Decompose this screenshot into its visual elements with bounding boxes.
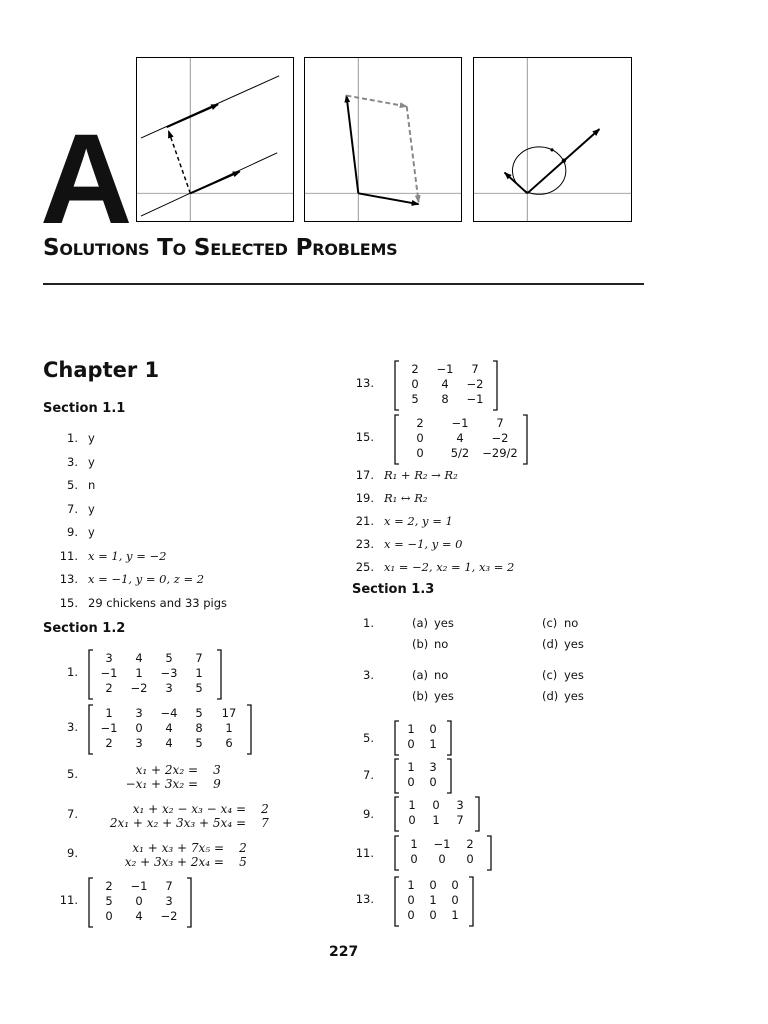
matrix-entry: 1 — [429, 737, 437, 751]
equation-rhs: 7 — [261, 816, 269, 830]
part-label: (c) — [542, 616, 558, 630]
matrix-entry: 3 — [105, 651, 113, 665]
matrix-entry: 1 — [410, 837, 418, 851]
part-answer: no — [434, 637, 449, 651]
bracket — [395, 877, 399, 926]
matrix-entry: 0 — [429, 878, 437, 892]
bracket — [493, 361, 497, 410]
matrix-entry: 2 — [466, 837, 474, 851]
problem-number: 1. — [67, 665, 78, 679]
answer-text: y — [88, 431, 95, 445]
matrix-entry: 3 — [165, 681, 173, 695]
part-answer: yes — [434, 616, 454, 630]
bracket — [523, 415, 527, 464]
equation-lhs: 2x₁ + x₂ + 3x₃ + 5x₄ = — [109, 816, 246, 830]
answer-text: y — [88, 525, 95, 539]
bracket — [247, 705, 251, 754]
matrix-entry: 8 — [195, 721, 203, 735]
answer-text: x = 2, y = 1 — [384, 514, 453, 528]
matrix — [394, 360, 498, 411]
equation-rhs: 2 — [239, 841, 247, 855]
bracket — [187, 878, 191, 927]
bracket — [395, 797, 399, 831]
equation-lhs: x₁ + x₂ − x₃ − x₄ = — [132, 802, 246, 816]
page-number: 227 — [329, 944, 359, 960]
matrix-entry: 1 — [407, 722, 415, 736]
appendix-title: Solutions To Selected Problems — [43, 235, 398, 261]
bracket — [447, 721, 451, 755]
matrix-entry: 7 — [496, 416, 504, 430]
matrix-entry: 2 — [105, 681, 113, 695]
section-1-2-left-answers — [50, 645, 330, 935]
parallelogram-diagram — [305, 58, 461, 221]
circle-vectors-diagram — [474, 58, 631, 221]
problem-number: 1. — [67, 431, 78, 445]
matrix-entry: −3 — [160, 666, 178, 680]
bracket — [89, 878, 93, 927]
part-label: (b) — [412, 689, 429, 703]
part-answer: no — [434, 668, 449, 682]
matrix-entry: −4 — [160, 706, 178, 720]
matrix-entry: −1 — [436, 362, 454, 376]
equation-lhs: −x₁ + 3x₂ = — [125, 777, 198, 791]
matrix-entry: 3 — [165, 894, 173, 908]
matrix-entry: −2 — [466, 377, 484, 391]
problem-number: 9. — [67, 525, 78, 539]
matrix — [394, 876, 474, 927]
matrix-entry: 0 — [429, 722, 437, 736]
matrix-entry: 0 — [416, 446, 424, 460]
equation-lhs: x₁ + x₃ + 7x₅ = — [132, 841, 224, 855]
section-1-2-right-answers — [356, 358, 656, 578]
vector-figure-parallelogram — [304, 57, 462, 222]
problem-number: 15. — [355, 430, 374, 444]
bracket — [89, 650, 93, 699]
problem-number: 9. — [67, 846, 78, 860]
section-1-3-answers — [356, 612, 656, 932]
equation-rhs: 3 — [213, 763, 221, 777]
matrix-entry: 1 — [407, 760, 415, 774]
matrix-entry: −2 — [491, 431, 509, 445]
answer-text: 29 chickens and 33 pigs — [88, 595, 228, 610]
problem-number: 21. — [355, 514, 374, 528]
bracket — [217, 650, 221, 699]
bracket — [395, 836, 399, 870]
matrix-entry: 8 — [441, 392, 449, 406]
matrix-entry: 1 — [195, 666, 203, 680]
problem-number: 13. — [355, 376, 374, 390]
answer-text: R₁ ↔ R₂ — [384, 491, 428, 505]
part-label: (a) — [412, 616, 429, 630]
problem-number: 7. — [67, 807, 78, 821]
matrix-entry: 0 — [407, 893, 415, 907]
bracket — [469, 877, 473, 926]
answer-text: y — [88, 501, 95, 516]
matrix-entry: −1 — [466, 392, 484, 406]
matrix-entry: 0 — [451, 893, 459, 907]
problem-number: 5. — [363, 731, 374, 745]
parallel-lines-diagram — [137, 58, 293, 221]
matrix-entry: 7 — [471, 362, 479, 376]
matrix-entry: 4 — [135, 651, 143, 665]
matrix-entry: 5/2 — [450, 446, 470, 460]
matrix-entry: 0 — [416, 431, 424, 445]
matrix-entry: 7 — [165, 879, 173, 893]
matrix-entry: 3 — [135, 706, 143, 720]
appendix-letter: A — [40, 108, 131, 251]
answer-text: x = −1, y = 0 — [384, 537, 463, 551]
section-1-3-heading: Section 1.3 — [352, 582, 435, 597]
matrix-entry: 5 — [165, 651, 173, 665]
matrix-entry: 1 — [225, 721, 233, 735]
problem-number: 13. — [355, 892, 374, 906]
matrix-entry: 7 — [195, 651, 203, 665]
equation-rhs: 5 — [239, 855, 247, 869]
matrix — [88, 649, 222, 700]
matrix-entry: 1 — [407, 878, 415, 892]
matrix-entry: 4 — [165, 736, 173, 750]
matrix-entry: 0 — [411, 377, 419, 391]
matrix — [394, 414, 528, 465]
problem-number: 3. — [67, 720, 78, 734]
bracket — [395, 721, 399, 755]
problem-number: 5. — [67, 767, 78, 781]
matrix-entry: 1 — [105, 706, 113, 720]
matrix-entry: 5 — [411, 392, 419, 406]
matrix-entry: 0 — [407, 737, 415, 751]
problem-number: 11. — [59, 548, 78, 563]
part-label: (b) — [412, 637, 429, 651]
problem-number: 11. — [59, 893, 78, 907]
part-label: (c) — [542, 668, 558, 682]
answer-text: R₁ + R₂ → R₂ — [384, 468, 458, 482]
equation-rhs: 2 — [261, 802, 269, 816]
matrix-entry: 0 — [451, 878, 459, 892]
part-label: (a) — [412, 668, 429, 682]
matrix-entry: 0 — [135, 721, 143, 735]
matrix-entry: 3 — [429, 760, 437, 774]
matrix-entry: −1 — [433, 837, 451, 851]
matrix-entry: 1 — [429, 893, 437, 907]
matrix-entry: 0 — [432, 798, 440, 812]
problem-number: 15. — [59, 595, 78, 610]
matrix-entry: −2 — [130, 681, 148, 695]
matrix-entry: 4 — [135, 909, 143, 923]
matrix — [394, 758, 452, 794]
part-label: (d) — [542, 689, 559, 703]
problem-number: 1. — [363, 616, 374, 630]
matrix-entry: 2 — [411, 362, 419, 376]
problem-number: 7. — [67, 501, 78, 516]
problem-number: 3. — [363, 668, 374, 682]
matrix-entry: 5 — [195, 736, 203, 750]
matrix-entry: 2 — [105, 736, 113, 750]
problem-number: 7. — [363, 768, 374, 782]
matrix — [394, 835, 492, 871]
problem-number: 11. — [355, 846, 374, 860]
matrix-entry: 4 — [456, 431, 464, 445]
section-1-2-heading: Section 1.2 — [43, 621, 126, 636]
title-divider — [43, 283, 644, 285]
part-answer: yes — [564, 637, 584, 651]
matrix-entry: 5 — [195, 706, 203, 720]
matrix-entry: −2 — [160, 909, 178, 923]
matrix-entry: 2 — [416, 416, 424, 430]
problem-number: 9. — [363, 807, 374, 821]
matrix-entry: −29/2 — [482, 446, 518, 460]
matrix — [394, 720, 452, 756]
answer-text: x = −1, y = 0, z = 2 — [88, 572, 205, 586]
matrix-entry: −1 — [451, 416, 469, 430]
matrix-entry: −1 — [100, 666, 118, 680]
matrix-entry: 3 — [135, 736, 143, 750]
matrix — [394, 796, 480, 832]
answer-text: x = 1, y = −2 — [88, 548, 167, 563]
problem-number: 3. — [67, 454, 78, 469]
problem-number: 17. — [355, 468, 374, 482]
problem-number: 19. — [355, 491, 374, 505]
matrix-entry: 4 — [165, 721, 173, 735]
problem-number: 13. — [59, 572, 78, 586]
part-answer: yes — [564, 668, 584, 682]
bracket — [395, 361, 399, 410]
part-answer: no — [564, 616, 579, 630]
matrix-entry: 7 — [456, 813, 464, 827]
matrix-entry: 6 — [225, 736, 233, 750]
problem-number: 5. — [67, 478, 78, 492]
equation-rhs: 9 — [213, 777, 221, 791]
equation-lhs: x₂ + 3x₃ + 2x₄ = — [124, 855, 224, 869]
answer-text: y — [88, 454, 95, 469]
part-answer: yes — [564, 689, 584, 703]
matrix-entry: 0 — [105, 909, 113, 923]
section-1-1-heading: Section 1.1 — [43, 401, 126, 416]
bracket — [395, 759, 399, 793]
matrix-entry: −1 — [100, 721, 118, 735]
section-1-1-answers — [50, 433, 310, 613]
matrix-entry: 5 — [105, 894, 113, 908]
matrix-entry: 0 — [466, 852, 474, 866]
matrix-entry: 3 — [456, 798, 464, 812]
matrix-entry: −1 — [130, 879, 148, 893]
part-answer: yes — [434, 689, 454, 703]
answer-text: x₁ = −2, x₂ = 1, x₃ = 2 — [384, 560, 515, 574]
matrix-entry: 0 — [429, 908, 437, 922]
matrix-entry: 1 — [135, 666, 143, 680]
matrix-entry: 5 — [195, 681, 203, 695]
matrix-entry: 1 — [451, 908, 459, 922]
matrix-entry: 2 — [105, 879, 113, 893]
matrix-entry: 17 — [221, 706, 237, 720]
matrix-entry: 0 — [408, 813, 416, 827]
problem-number: 23. — [355, 537, 374, 551]
bracket — [447, 759, 451, 793]
matrix-entry: 0 — [438, 852, 446, 866]
matrix-entry: 0 — [407, 775, 415, 789]
vector-figure-circle — [473, 57, 632, 222]
matrix-entry: 0 — [407, 908, 415, 922]
matrix-entry: 1 — [432, 813, 440, 827]
matrix-entry: 4 — [441, 377, 449, 391]
matrix — [88, 877, 192, 928]
matrix-entry: 0 — [410, 852, 418, 866]
matrix-entry: 0 — [135, 894, 143, 908]
matrix-entry: 0 — [429, 775, 437, 789]
matrix-entry: 1 — [408, 798, 416, 812]
bracket — [395, 415, 399, 464]
vector-figure-parallel-lines — [136, 57, 294, 222]
problem-number: 25. — [355, 560, 374, 574]
part-label: (d) — [542, 637, 559, 651]
bracket — [89, 705, 93, 754]
equation-lhs: x₁ + 2x₂ = — [135, 763, 198, 777]
answer-text: n — [88, 478, 96, 492]
bracket — [475, 797, 479, 831]
matrix — [88, 704, 252, 755]
bracket — [487, 836, 491, 870]
chapter-heading: Chapter 1 — [43, 358, 160, 382]
